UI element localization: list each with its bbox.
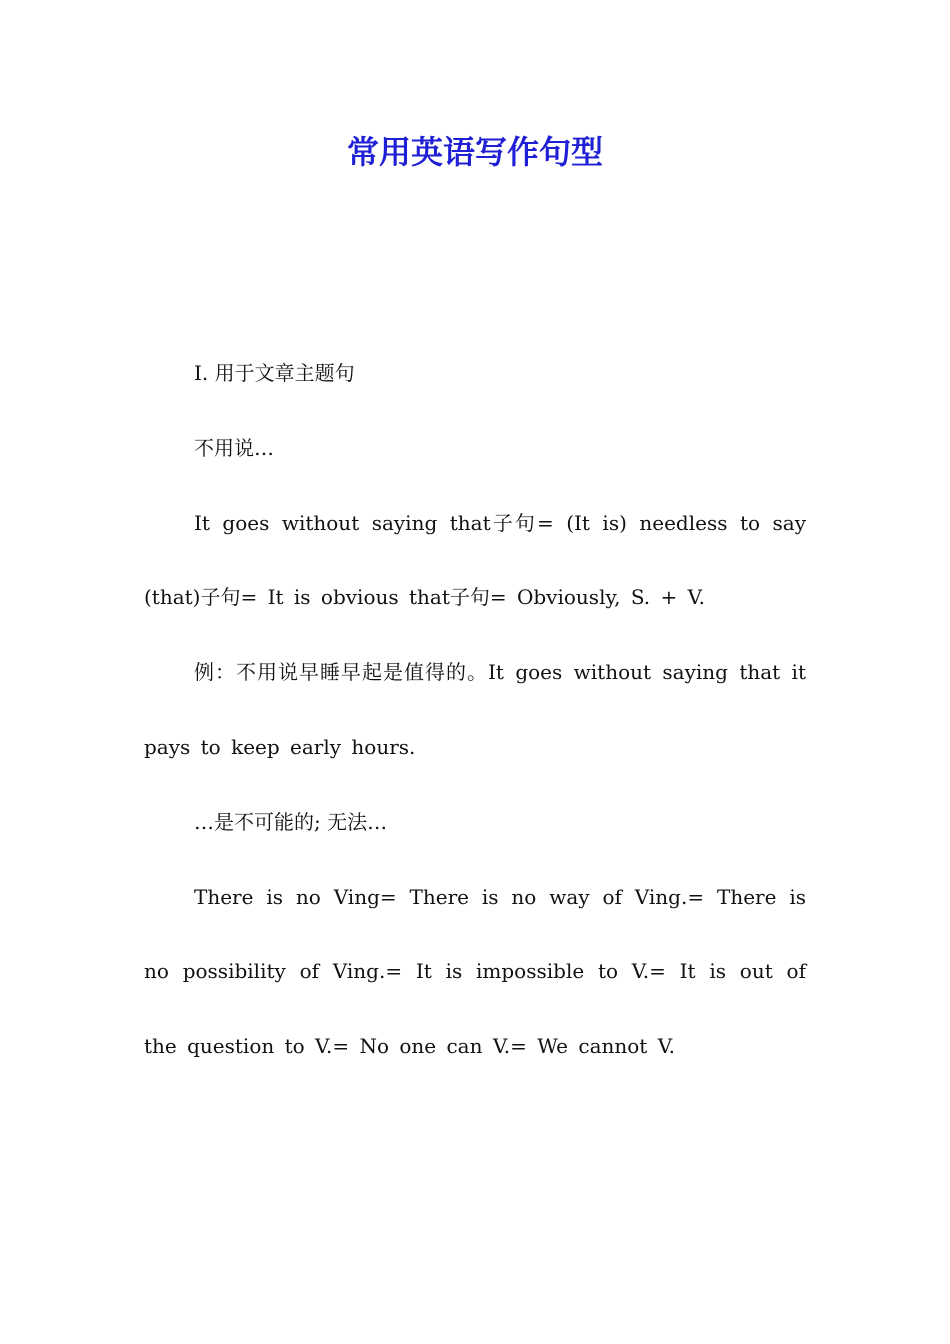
pattern-heading: 不用说… [194, 435, 274, 460]
document-title: 常用英语写作句型 [346, 133, 603, 171]
pattern-heading: …是不可能的; 无法… [194, 809, 388, 834]
pattern-paragraph: It goes without saying that子句= (It is) needless to say (that)子句= It is obvious that子句= Obviously, S. + V. [144, 510, 806, 610]
section-heading: I. 用于文章主题句 [194, 361, 355, 385]
document-body [144, 336, 806, 1084]
example-paragraph: 例：不用说早睡早起是值得的。It goes without saying that it pays to keep early hours. [144, 660, 806, 759]
pattern-paragraph: There is no Ving= There is no way of Ving.= There is no possibility of Ving.= It is impossible to V.= It is out of the question to V.= No one can V.= We cannot V. [144, 884, 806, 1059]
